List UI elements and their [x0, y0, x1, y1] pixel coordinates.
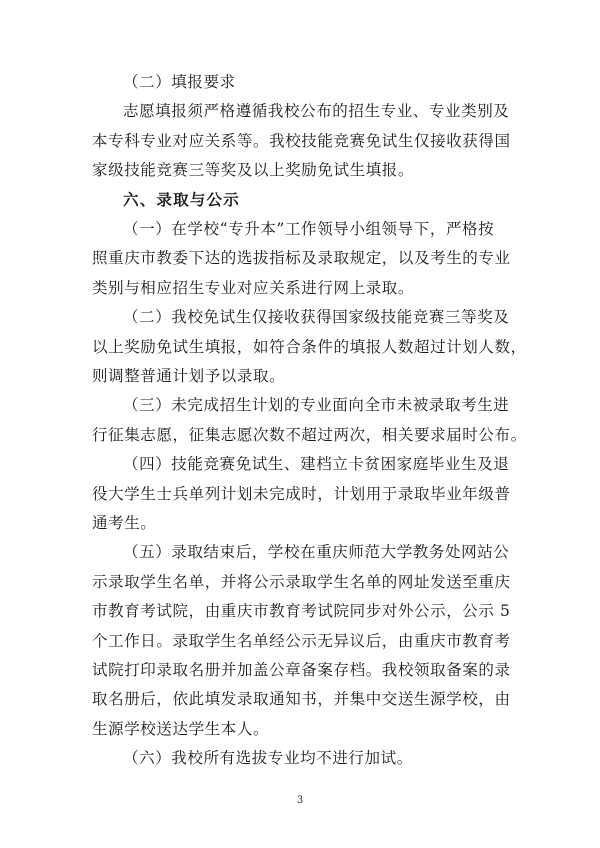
- paragraph-line: 志愿填报须严格遵循我校公布的招生专业、专业类别及: [123, 102, 510, 121]
- paragraph-line: 试院打印录取名册并加盖公章备案存档。我校领取备案的录: [92, 661, 511, 679]
- paragraph-line: 生源学校送达学生本人。: [92, 719, 270, 738]
- paragraph-line: 照重庆市教委下达的选拔指标及录取规定，以及考生的专业: [92, 249, 511, 268]
- paragraph-line: 则调整普通计划予以录取。: [92, 367, 286, 385]
- paragraph-line: （五）录取结束后，学校在重庆师范大学教务处网站公: [123, 543, 510, 562]
- paragraph-line: 市教育考试院，由重庆市教育考试院同步对外公示，公示 5: [92, 602, 511, 621]
- paragraph-line: 家级技能竞赛三等奖及以上奖励免试生填报。: [92, 161, 415, 180]
- page-number: 3: [296, 795, 304, 806]
- paragraph-line: 通考生。: [92, 514, 157, 532]
- section-heading-admission: 六、录取与公示: [123, 190, 240, 209]
- paragraph-line: 取名册后，依此填发录取通知书，并集中交送生源学校，由: [92, 690, 511, 709]
- paragraph-line: 行征集志愿，征集志愿次数不超过两次，相关要求届时公布。: [92, 425, 527, 444]
- subheading-fill-requirements: （二）填报要求: [123, 73, 236, 91]
- paragraph-line: （三）未完成招生计划的专业面向全市未被录取考生进: [123, 396, 510, 415]
- paragraph-line: 类别与相应招生专业对应关系进行网上录取。: [92, 278, 415, 297]
- paragraph-line: （四）技能竞赛免试生、建档立卡贫困家庭毕业生及退: [123, 455, 510, 474]
- paragraph-line: 个工作日。录取学生名单经公示无异议后，由重庆市教育考: [92, 631, 511, 650]
- paragraph-line: （二）我校免试生仅接收获得国家级技能竞赛三等奖及: [123, 308, 510, 327]
- paragraph-line: （一）在学校“专升本”工作领导小组领导下，严格按: [123, 220, 495, 238]
- paragraph-line: 本专科专业对应关系等。我校技能竞赛免试生仅接收获得国: [92, 131, 511, 150]
- paragraph-line: （六）我校所有选拔专业均不进行加试。: [123, 749, 413, 768]
- paragraph-line: 役大学生士兵单列计划未完成时，计划用于录取毕业年级普: [92, 484, 511, 503]
- paragraph-line: 示录取学生名单，并将公示录取学生名单的网址发送至重庆: [92, 572, 511, 591]
- paragraph-line: 以上奖励免试生填报，如符合条件的填报人数超过计划人数，: [92, 337, 527, 356]
